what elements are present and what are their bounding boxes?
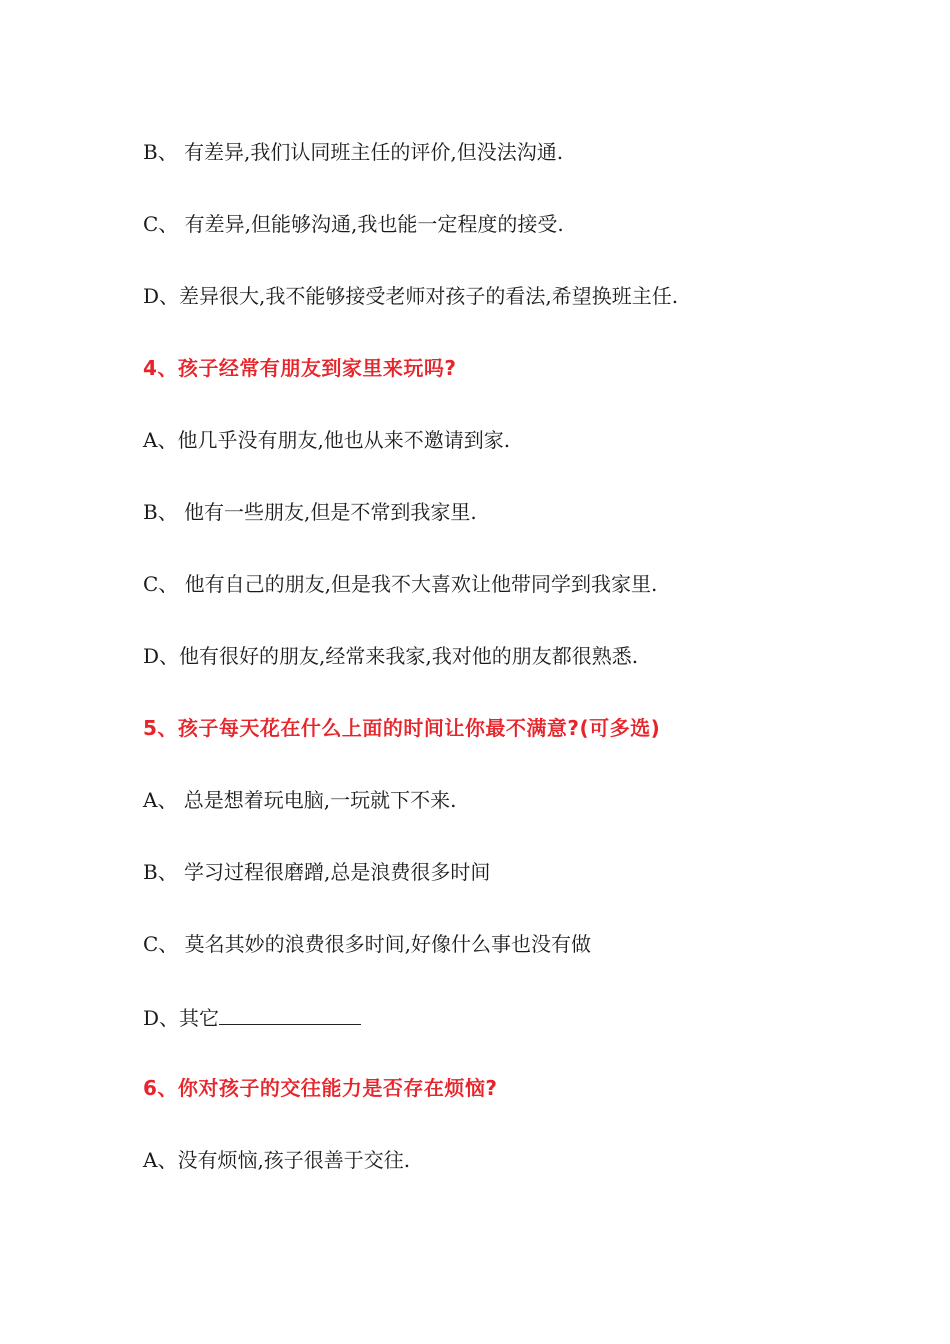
question-text: 4、孩子经常有朋友到家里来玩吗? bbox=[143, 356, 457, 380]
option-5c bbox=[143, 930, 591, 958]
question-6 bbox=[143, 1074, 498, 1102]
option-text: C、 有差异,但能够沟通,我也能一定程度的接受. bbox=[143, 212, 564, 236]
option-4b bbox=[143, 498, 477, 526]
option-text: D、其它 bbox=[143, 1006, 220, 1030]
option-text: C、 他有自己的朋友,但是我不大喜欢让他带同学到我家里. bbox=[143, 572, 658, 596]
option-3d bbox=[143, 282, 678, 310]
option-text: B、 学习过程很磨蹭,总是浪费很多时间 bbox=[143, 860, 491, 884]
option-text: A、没有烦恼,孩子很善于交往. bbox=[143, 1148, 411, 1172]
question-text: 5、孩子每天花在什么上面的时间让你最不满意?(可多选) bbox=[143, 716, 661, 740]
option-3c bbox=[143, 210, 564, 238]
question-4 bbox=[143, 354, 457, 382]
option-5b bbox=[143, 858, 490, 886]
option-text: C、 莫名其妙的浪费很多时间,好像什么事也没有做 bbox=[143, 932, 592, 956]
option-5a bbox=[143, 786, 457, 814]
question-text: 6、你对孩子的交往能力是否存在烦恼? bbox=[143, 1076, 498, 1100]
option-text: B、 他有一些朋友,但是不常到我家里. bbox=[143, 500, 477, 524]
question-5 bbox=[143, 714, 660, 742]
option-text: A、 总是想着玩电脑,一玩就下不来. bbox=[143, 788, 457, 812]
option-4a bbox=[143, 426, 510, 454]
option-text: A、他几乎没有朋友,他也从来不邀请到家. bbox=[143, 428, 511, 452]
option-text: D、差异很大,我不能够接受老师对孩子的看法,希望换班主任. bbox=[143, 284, 679, 308]
fill-in-blank-line bbox=[219, 1002, 361, 1025]
option-text: D、他有很好的朋友,经常来我家,我对他的朋友都很熟悉. bbox=[143, 644, 639, 668]
option-4c bbox=[143, 570, 657, 598]
option-text: B、 有差异,我们认同班主任的评价,但没法沟通. bbox=[143, 140, 564, 164]
option-6a bbox=[143, 1146, 410, 1174]
option-5d bbox=[143, 1002, 361, 1032]
option-3b bbox=[143, 138, 563, 166]
option-4d bbox=[143, 642, 638, 670]
